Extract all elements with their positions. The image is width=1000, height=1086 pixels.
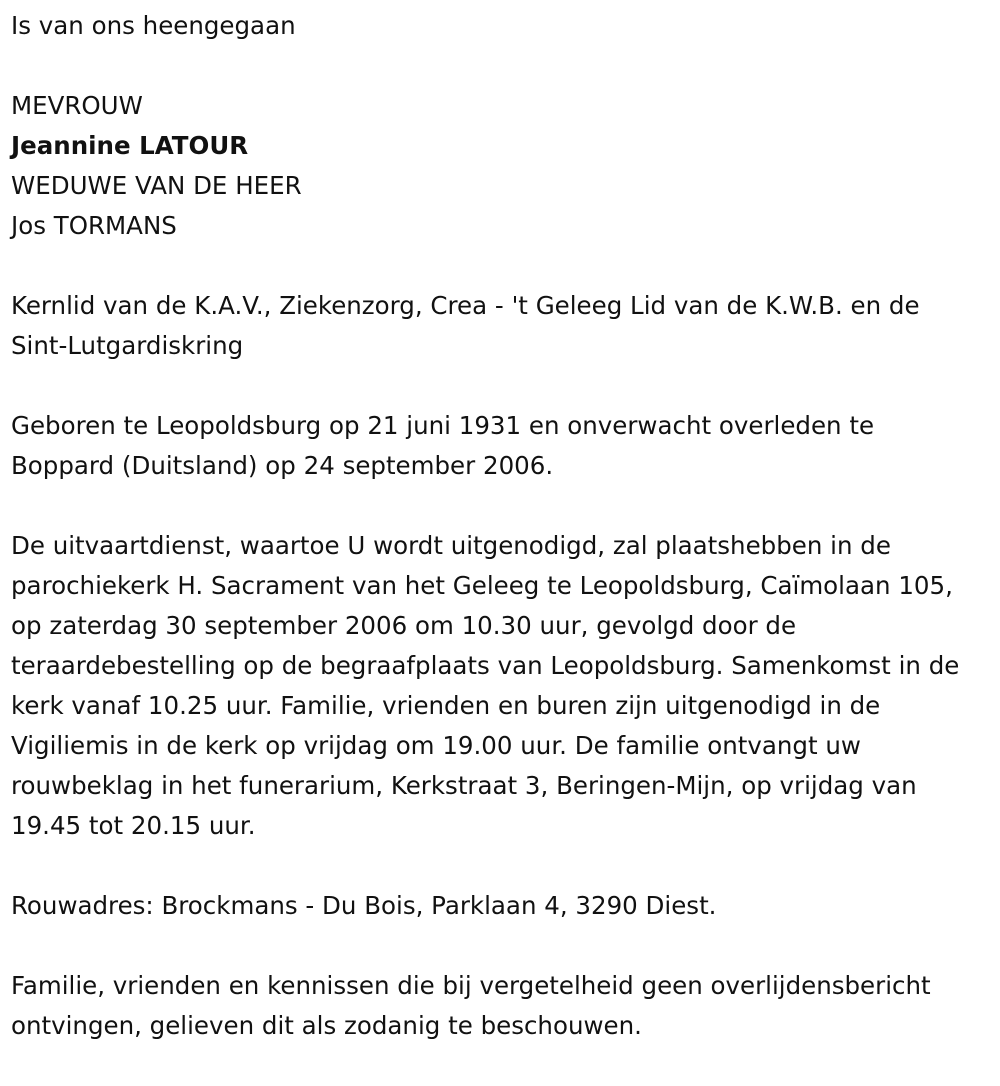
funeral-service-paragraph: De uitvaartdienst, waartoe U wordt uitgenodigd, zal plaatshebben in de parochiekerk H. Sacrament van het Geleeg te Leopoldsburg, Caïmolaan 105, op zaterdag 30 september 2006 om 10.30 uur, gevolgd door de teraardebestelling op de begraafplaats van Leopoldsburg. Samenkomst in de kerk vanaf 10.25 uur. Familie, vrienden en buren zijn uitgenodigd in de Vigiliemis in de kerk op vrijdag om 19.00 uur. De familie ontvangt uw rouwbeklag in het funerarium, Kerkstraat 3, Beringen-Mijn, op vrijdag van 19.45 tot 20.15 uur. [11,531,960,840]
birth-death-paragraph: Geboren te Leopoldsburg op 21 juni 1931 en onverwacht overleden te Boppard (Duitsland) op 24 september 2006. [11,411,875,480]
memberships-paragraph: Kernlid van de K.A.V., Ziekenzorg, Crea - 't Geleeg Lid van de K.W.B. en de Sint-Lutgardiskring [11,291,920,360]
closing-paragraph: Familie, vrienden en kennissen die bij vergetelheid geen overlijdensbericht ontvingen, gelieven dit als zodanig te beschouwen. [11,971,931,1040]
deceased-name: Jeannine LATOUR [11,131,249,160]
salutation: MEVROUW [11,91,143,120]
intro-text: Is van ons heengegaan [11,11,296,40]
spouse-name: Jos TORMANS [11,211,177,240]
widow-of-label: WEDUWE VAN DE HEER [11,171,302,200]
mourning-address: Rouwadres: Brockmans - Du Bois, Parklaan 4, 3290 Diest. [11,891,717,920]
